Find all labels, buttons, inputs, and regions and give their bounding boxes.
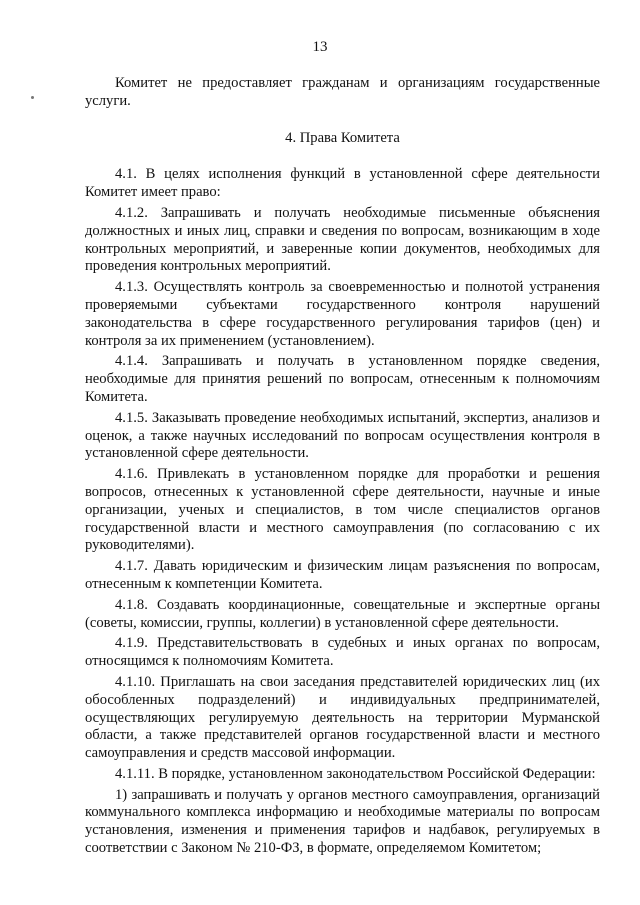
paragraph-4-1-7: 4.1.7. Давать юридическим и физическим лицам разъяснения по вопросам, отнесенным к компетенции Комитета. [85,558,600,592]
paragraph-4-1-5: 4.1.5. Заказывать проведение необходимых испытаний, экспертиз, анализов и оценок, а также научных исследований по вопросам осуществления контроля в установленной сфере деятельности. [85,409,600,462]
paragraph-4-1-11: 4.1.11. В порядке, установленном законодательством Российской Федерации: [115,765,596,782]
intro-paragraph: Комитет не предоставляет гражданам и организациям государственные услуги. [85,75,600,109]
paragraph-4-1-6: 4.1.6. Привлекать в установленном порядке для проработки и решения вопросов, отнесенных к установленной сфере деятельности, научные и иные организации, ученых и специалистов, в том числе специалистов органов государственной власти и местного самоуправления (по согласованию с их руководителями). [85,466,600,554]
paragraph-4-1-9: 4.1.9. Представительствовать в судебных и иных органах по вопросам, относящимся к полномочиям Комитета. [85,635,600,670]
paragraph-4-1-2: 4.1.2. Запрашивать и получать необходимые письменные объяснения должностных и иных лиц, справки и сведения по вопросам, возникающим в ходе контрольных мероприятий, и заверенные копии документов, необходимых для проведения контрольных мероприятий. [85,204,600,275]
paragraph-4-1-8: 4.1.8. Создавать координационные, совещательные и экспертные органы (советы, комиссии, группы, коллегии) в установленной сфере деятельности. [85,596,600,631]
paragraph-4-1: 4.1. В целях исполнения функций в установленной сфере деятельности Комитет имеет право: [85,166,600,201]
page-number: 13 [312,39,328,55]
paragraph-4-1-11-item-1: 1) запрашивать и получать у органов местного самоуправления, организаций коммунального комплекса информацию и необходимые материалы по вопросам установления, изменения и применения тарифов и надбавок, регулируемых в соответствии с Законом № 210-ФЗ, в формате, определяемом Комитетом; [85,786,600,857]
document-body [85,75,600,858]
section-heading: 4. Права Комитета [285,129,400,146]
paragraph-4-1-3: 4.1.3. Осуществлять контроль за своевременностью и полнотой устранения проверяемыми субъектами государственного контроля нарушений законодательства в сфере государственного регулирования тарифов (цен) и контроля за их применением (установлением). [85,279,600,349]
paragraph-4-1-4: 4.1.4. Запрашивать и получать в установленном порядке сведения, необходимые для принятия решений по вопросам, отнесенным к полномочиям Комитета. [85,353,600,405]
scan-speck [31,96,34,99]
paragraph-4-1-10: 4.1.10. Приглашать на свои заседания представителей юридических лиц (их обособленных подразделений) и индивидуальных предпринимателей, осуществляющих регулируемую деятельность на территории Мурманской области, а также представителей органов государственной власти и местного самоуправления и средств массовой информации. [85,673,600,762]
